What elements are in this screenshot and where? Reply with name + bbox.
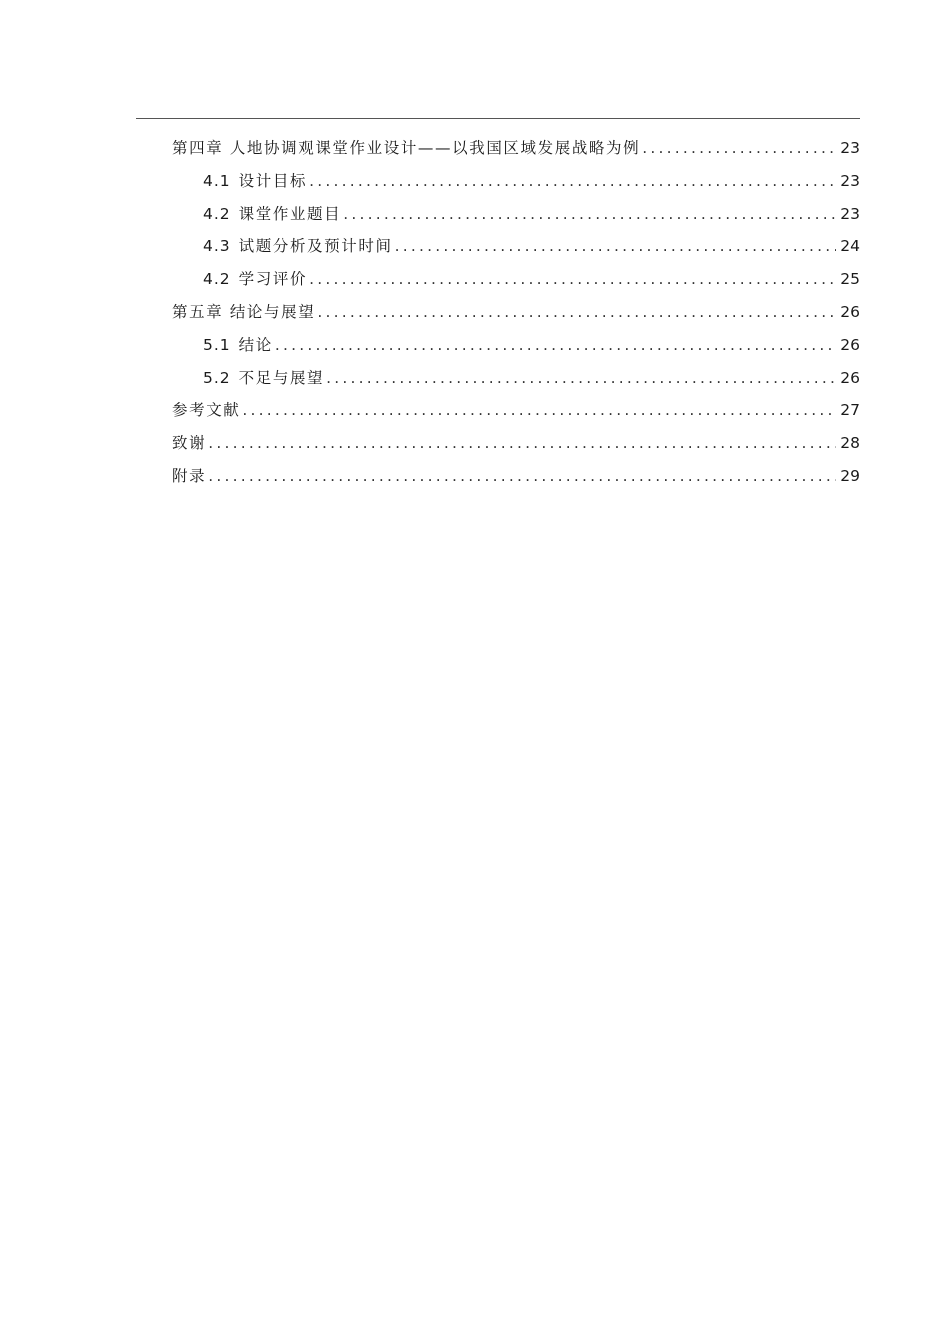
- toc-entry[interactable]: [172, 329, 860, 362]
- toc-entry[interactable]: [172, 230, 860, 263]
- toc-entry[interactable]: [172, 460, 860, 493]
- toc-leader-dots: [317, 296, 836, 329]
- toc-entry-title: 致谢: [172, 434, 207, 453]
- toc-leader-dots: [326, 362, 836, 395]
- toc-leader-dots: [208, 460, 836, 493]
- toc-section-number: 4.2: [203, 204, 231, 223]
- toc-section-number: 5.1: [203, 335, 231, 354]
- toc-page-number: 24: [840, 237, 860, 256]
- toc-leader-dots: [309, 263, 836, 296]
- toc-entry[interactable]: [172, 263, 860, 296]
- toc-entry[interactable]: [172, 394, 860, 427]
- toc-page-number: 25: [840, 270, 860, 289]
- table-of-contents: [172, 132, 860, 493]
- toc-entry[interactable]: [172, 165, 860, 198]
- toc-leader-dots: [275, 329, 836, 362]
- toc-leader-dots: [343, 198, 836, 231]
- toc-entry-title: 附录: [172, 466, 207, 485]
- toc-entry[interactable]: [172, 132, 860, 165]
- toc-entry[interactable]: [172, 198, 860, 231]
- toc-entry[interactable]: [172, 362, 860, 395]
- toc-leader-dots: [395, 230, 837, 263]
- toc-section-number: 4.1: [203, 171, 231, 190]
- toc-page-number: 26: [840, 335, 860, 354]
- toc-entry-title: 参考文献: [172, 401, 241, 420]
- toc-page-number: 26: [840, 368, 860, 387]
- toc-entry-title: 设计目标: [238, 171, 308, 190]
- toc-section-number: 5.2: [203, 368, 231, 387]
- toc-page-number: 27: [840, 401, 860, 420]
- toc-page-number: 29: [840, 466, 860, 485]
- toc-page-number: 23: [840, 204, 860, 223]
- toc-entry-title: 试题分析及预计时间: [238, 237, 393, 256]
- toc-entry-title: 第五章 结论与展望: [172, 302, 316, 321]
- toc-entry-title: 不足与展望: [238, 368, 325, 387]
- toc-section-number: 4.2: [203, 270, 231, 289]
- toc-entry-title: 结论: [238, 335, 273, 354]
- toc-leader-dots: [208, 427, 836, 460]
- toc-page-number: 28: [840, 434, 860, 453]
- toc-page-number: 23: [840, 139, 860, 157]
- toc-leader-dots: [642, 132, 836, 165]
- toc-entry-title: 第四章 人地协调观课堂作业设计——以我国区域发展战略为例: [172, 139, 641, 157]
- toc-page-number: 26: [840, 302, 860, 321]
- toc-page-number: 23: [840, 171, 860, 190]
- toc-entry[interactable]: [172, 296, 860, 329]
- toc-entry-title: 课堂作业题目: [238, 204, 342, 223]
- toc-entry-title: 学习评价: [238, 270, 308, 289]
- header-rule: [136, 118, 860, 119]
- toc-section-number: 4.3: [203, 237, 231, 256]
- toc-leader-dots: [309, 165, 836, 198]
- toc-entry[interactable]: [172, 427, 860, 460]
- toc-leader-dots: [242, 394, 836, 427]
